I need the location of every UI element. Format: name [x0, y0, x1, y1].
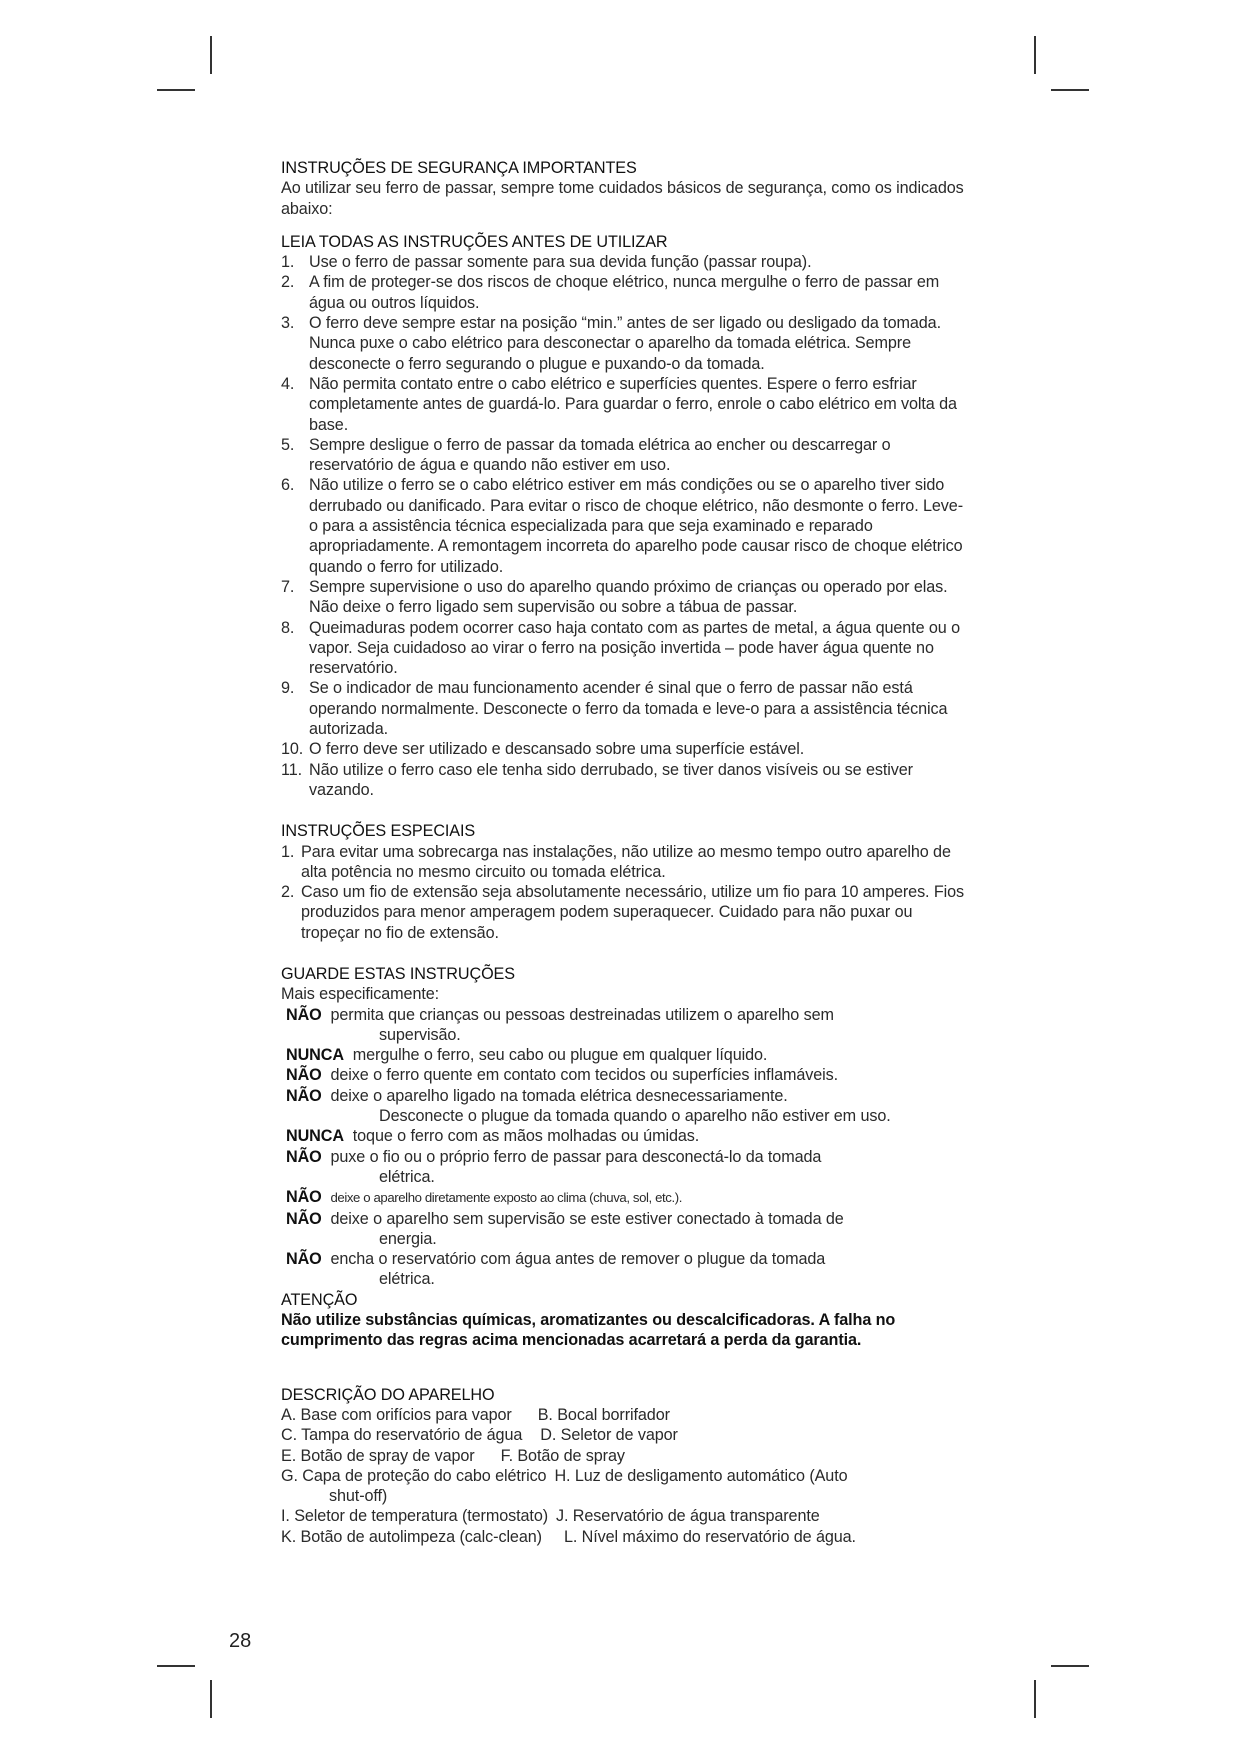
list-item: 2. Caso um fio de extensão seja absolutamente necessário, utilize um fio para 10 amperes. Fios produzidos para menor amperagem podem superaquecer. Cuidado para não puxar ou tropeçar no fio de extensão.: [281, 883, 965, 942]
special-list: [281, 842, 971, 943]
rule-row: NÃO deixe o aparelho ligado na tomada elétrica desnecessariamente.: [286, 1086, 788, 1105]
crop-mark-top-right-horizontal: [1051, 89, 1089, 91]
list-item: 9. Se o indicador de mau funcionamento acender é sinal que o ferro de passar não está operando normalmente. Desconecte o ferro da tomada e leve-o para a assistência técnica autorizada.: [281, 679, 948, 739]
rule-row: NÃO deixe o aparelho diretamente exposto ao clima (chuva, sol, etc.).: [286, 1188, 682, 1207]
rule-continuation: supervisão.: [379, 1025, 461, 1044]
list-item: 3. O ferro deve sempre estar na posição “min.” antes de ser ligado ou desligado da tomada. Nunca puxe o cabo elétrico para desconectar o aparelho da tomada elétrica. Sempre desconecte o ferro segurando o plugue e puxando-o da tomada.: [281, 314, 941, 373]
list-item: 11. Não utilize o ferro caso ele tenha sido derrubado, se tiver danos visíveis ou se estiver vazando.: [281, 760, 913, 799]
rule-row: NÃO deixe o ferro quente em contato com tecidos ou superfícies inflamáveis.: [286, 1066, 839, 1085]
list-item: 10. O ferro deve ser utilizado e descansado sobre uma superfície estável.: [281, 740, 805, 759]
keep-title: GUARDE ESTAS INSTRUÇÕES: [281, 964, 515, 983]
crop-mark-bottom-left-vertical: [210, 1680, 212, 1718]
rule-continuation: energia.: [379, 1229, 437, 1248]
crop-mark-bottom-right-horizontal: [1051, 1665, 1089, 1667]
list-item: 8. Queimaduras podem ocorrer caso haja contato com as partes de metal, a água quente ou o vapor. Seja cuidadoso ao virar o ferro na posição invertida – pode haver água quente no reservatório.: [281, 618, 960, 678]
list-item: 4. Não permita contato entre o cabo elétrico e superfícies quentes. Espere o ferro esfriar completamente antes de guardá-lo. Para guardar o ferro, enrole o cabo elétrico em volta da base.: [281, 374, 957, 434]
read-all-list: [281, 252, 971, 800]
list-item: G. Capa de proteção do cabo elétrico H. Luz de desligamento automático (Auto: [281, 1466, 848, 1485]
rule-row: NÃO permita que crianças ou pessoas destreinadas utilizem o aparelho sem: [286, 1005, 834, 1024]
list-item: C. Tampa do reservatório de água D. Seletor de vapor: [281, 1426, 678, 1445]
crop-mark-top-left-vertical: [210, 36, 212, 74]
rule-continuation: elétrica.: [379, 1270, 435, 1289]
page-content: [281, 158, 971, 1547]
crop-mark-top-right-vertical: [1034, 36, 1036, 74]
rule-row: NÃO encha o reservatório com água antes de remover o plugue da tomada: [286, 1250, 826, 1269]
rule-row: NÃO puxe o fio ou o próprio ferro de passar para desconectá-lo da tomada: [286, 1147, 822, 1166]
rule-row: NUNCA toque o ferro com as mãos molhadas ou úmidas.: [286, 1127, 700, 1146]
crop-mark-bottom-left-horizontal: [157, 1665, 195, 1667]
crop-mark-top-left-horizontal: [157, 89, 195, 91]
list-item-continuation: shut-off): [329, 1487, 388, 1506]
list-item: 7. Sempre supervisione o uso do aparelho quando próximo de crianças ou operado por elas. Não deixe o ferro ligado sem supervisão ou sobre a tábua de passar.: [281, 577, 948, 617]
list-item: I. Seletor de temperatura (termostato) J. Reservatório de água transparente: [281, 1507, 820, 1526]
list-item: 2. A fim de proteger-se dos riscos de choque elétrico, nunca mergulhe o ferro de passar em água ou outros líquidos.: [281, 273, 940, 312]
description-list: [281, 1405, 971, 1547]
safety-intro: Ao utilizar seu ferro de passar, sempre tome cuidados básicos de segurança, como os indicados abaixo:: [281, 179, 964, 218]
rule-row: NÃO deixe o aparelho sem supervisão se este estiver conectado à tomada de: [286, 1209, 844, 1228]
list-item: 5. Sempre desligue o ferro de passar da tomada elétrica ao encher ou descarregar o reservatório de água e quando não estiver em uso.: [281, 435, 891, 475]
rule-continuation: elétrica.: [379, 1167, 435, 1186]
special-title: INSTRUÇÕES ESPECIAIS: [281, 822, 476, 841]
list-item: A. Base com orifícios para vapor B. Bocal borrifador: [281, 1405, 670, 1424]
rule-row: NUNCA mergulhe o ferro, seu cabo ou plugue em qualquer líquido.: [286, 1046, 768, 1065]
page-number: 28: [229, 1630, 252, 1652]
list-item: K. Botão de autolimpeza (calc-clean) L. Nível máximo do reservatório de água.: [281, 1527, 856, 1546]
list-item: 1. Use o ferro de passar somente para sua devida função (passar roupa).: [281, 253, 812, 272]
safety-title: INSTRUÇÕES DE SEGURANÇA IMPORTANTES: [281, 159, 637, 177]
attention-title: ATENÇÃO: [281, 1290, 358, 1309]
rules-list: [281, 1005, 971, 1290]
rule-continuation: Desconecte o plugue da tomada quando o aparelho não estiver em uso.: [379, 1107, 891, 1126]
list-item: E. Botão de spray de vapor F. Botão de spray: [281, 1446, 625, 1465]
list-item: 6. Não utilize o ferro se o cabo elétrico estiver em más condições ou se o aparelho tiver sido derrubado ou danificado. Para evitar o risco de choque elétrico, não desmonte o ferro. Leve-o para a assistência técnica especializada para que seja examinado e reparado apropriadamente. A remontagem incorreta do aparelho pode causar risco de choque elétrico quando o ferro for utilizado.: [281, 476, 963, 576]
crop-mark-bottom-right-vertical: [1034, 1680, 1036, 1718]
attention-text: Não utilize substâncias químicas, aromatizantes ou descalcificadoras. A falha no cumprimento das regras acima mencionadas acarretará a perda da garantia.: [281, 1311, 896, 1350]
keep-subtitle: Mais especificamente:: [281, 985, 440, 1004]
read-all-title: LEIA TODAS AS INSTRUÇÕES ANTES DE UTILIZAR: [281, 232, 668, 251]
description-title: DESCRIÇÃO DO APARELHO: [281, 1385, 495, 1404]
list-item: 1. Para evitar uma sobrecarga nas instalações, não utilize ao mesmo tempo outro aparelho de alta potência no mesmo circuito ou tomada elétrica.: [281, 842, 951, 881]
